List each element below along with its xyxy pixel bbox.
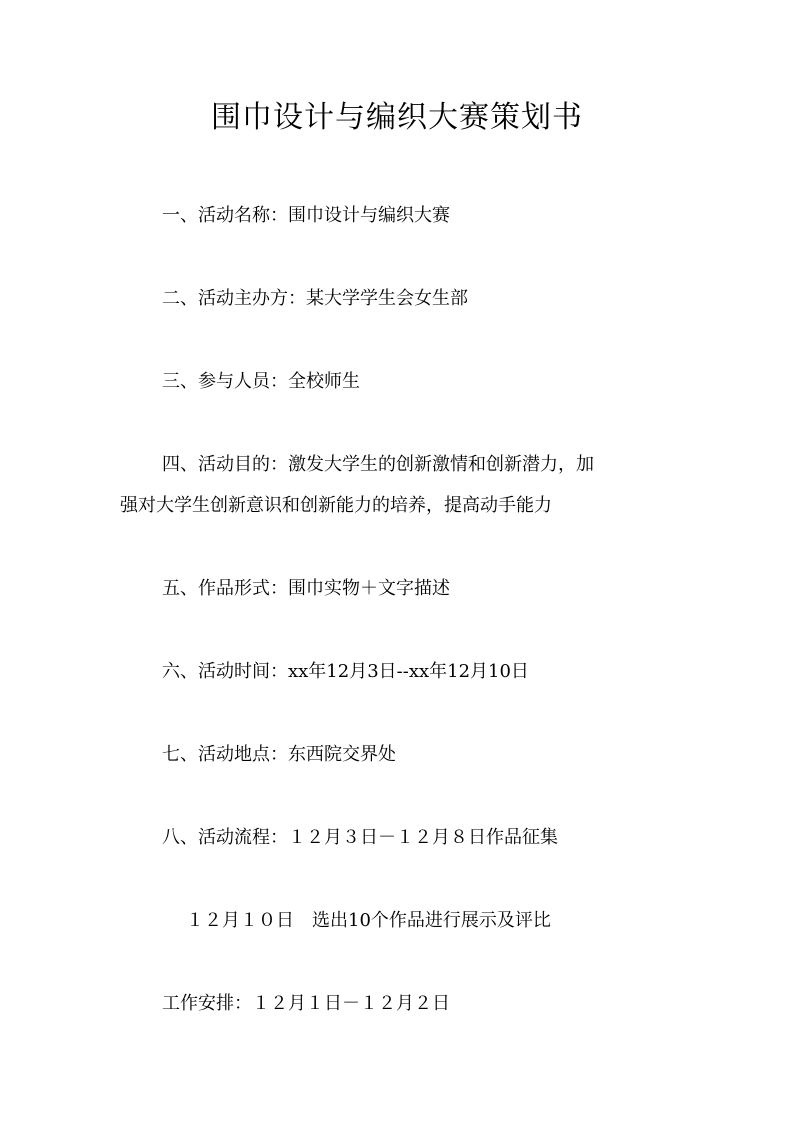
work-arrangement-line: 工作安排：１２月１日－１２月２日 — [162, 993, 450, 1014]
activity-name-line: 一、活动名称：围巾设计与编织大赛 — [162, 205, 450, 226]
activity-location-line: 七、活动地点：东西院交界处 — [162, 744, 396, 765]
organizer-line: 二、活动主办方：某大学学生会女生部 — [162, 288, 468, 309]
activity-time-line: 六、活动时间：xx年12月3日--xx年12月10日 — [162, 661, 529, 682]
activity-process-line: 八、活动流程：１２月３日－１２月８日作品征集 — [162, 827, 558, 848]
selection-schedule-line: １２月１０日 选出10个作品进行展示及评比 — [186, 910, 551, 931]
work-format-line: 五、作品形式：围巾实物＋文字描述 — [162, 578, 450, 599]
purpose-line: 四、活动目的：激发大学生的创新激情和创新潜力，加 — [162, 454, 594, 475]
purpose-line-continued: 强对大学生创新意识和创新能力的培养，提高动手能力 — [120, 495, 552, 516]
participants-line: 三、参与人员：全校师生 — [162, 371, 360, 392]
document-title: 围巾设计与编织大赛策划书 — [211, 100, 583, 135]
